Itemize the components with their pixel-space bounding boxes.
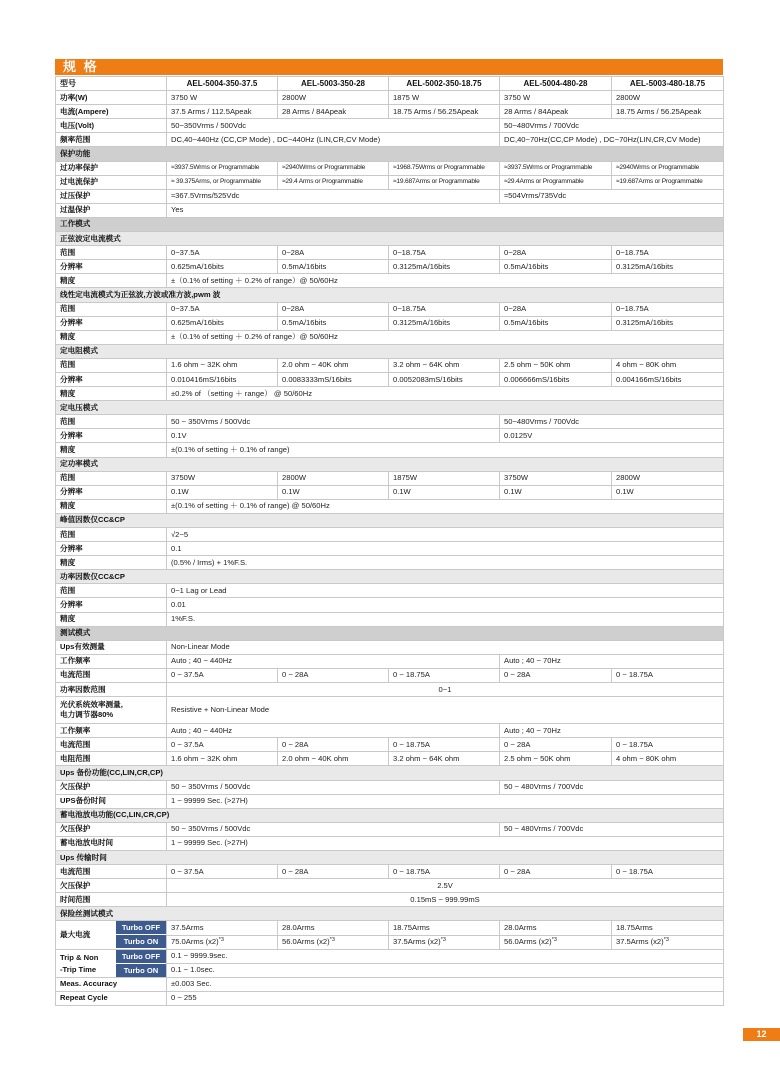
footnote-mark: *3	[218, 937, 224, 944]
cell: 0 ~ 37.5A	[167, 865, 278, 879]
ocp-row	[56, 175, 724, 189]
page-number: 12	[743, 1028, 780, 1041]
footnote-mark: *3	[663, 937, 669, 944]
row-label: 分辨率	[56, 598, 167, 612]
cell: 0 ~ 18.75A	[612, 865, 724, 879]
cell: Auto ; 40 ~ 70Hz	[500, 724, 724, 738]
cell-value: 37.5Arms (x2)	[393, 937, 441, 947]
cell: Yes	[167, 203, 724, 217]
row-label: 精度	[56, 612, 167, 626]
cell: 0 ~ 28A	[278, 865, 389, 879]
cr-range-row	[56, 358, 724, 372]
cell: 18.75 Arms / 56.25Apeak	[612, 105, 724, 119]
cell: 0.004166mS/16bits	[612, 372, 724, 386]
cell: 2.5V	[167, 879, 724, 893]
cell: 1%F.S.	[167, 612, 724, 626]
cell: 0 ~ 28A	[278, 668, 389, 682]
cell: 0.1W	[278, 485, 389, 499]
row-label-text: 最大电流	[60, 930, 91, 940]
cell: 0 ~ 18.75A	[612, 738, 724, 752]
cell: ±0.2% of （setting ＋ range） @ 50/60Hz	[167, 387, 724, 401]
cell: 0.01	[167, 598, 724, 612]
freq-row	[56, 133, 724, 147]
cell: 2.0 ohm ~ 40K ohm	[278, 752, 389, 766]
model-name: AEL-5002-350-18.75	[389, 77, 500, 91]
row-label: 欠压保护	[56, 879, 167, 893]
cell: 2.5 ohm ~ 50K ohm	[500, 358, 612, 372]
cp-acc-row	[56, 499, 724, 513]
cell: ≈19.687Arms or Programmable	[612, 175, 724, 189]
footnote-mark: *3	[440, 937, 446, 944]
row-label-line: -Trip Time	[60, 964, 97, 974]
ups-eff-row	[56, 640, 724, 654]
model-row	[56, 77, 724, 91]
cell: 1 ~ 99999 Sec. (>27H)	[167, 836, 724, 850]
sine-acc-row	[56, 274, 724, 288]
pf-acc-row	[56, 612, 724, 626]
cell: 0~18.75A	[612, 302, 724, 316]
row-label	[56, 697, 167, 724]
voltage-row	[56, 119, 724, 133]
cell: 18.75Arms	[389, 921, 500, 935]
turbo-on-label: Turbo ON	[116, 964, 166, 977]
cell: 2800W	[612, 91, 724, 105]
pv-cur-row	[56, 738, 724, 752]
page-title: 规 格	[55, 59, 723, 75]
cr-acc-row	[56, 387, 724, 401]
subsection-title: 保险丝测试模式	[56, 907, 724, 921]
subsection-title: Ups 传输时间	[56, 850, 724, 864]
cell: 50~480Vrms / 700Vdc	[500, 415, 724, 429]
cv-acc-row	[56, 443, 724, 457]
cell: 0~18.75A	[389, 302, 500, 316]
row-label: 精度	[56, 387, 167, 401]
row-label: 电阻范围	[56, 752, 167, 766]
subsection-title: 定功率模式	[56, 457, 724, 471]
cell: 0 ~ 18.75A	[612, 668, 724, 682]
cell: 37.5 Arms / 112.5Apeak	[167, 105, 278, 119]
cell: 0.625mA/16bits	[167, 316, 278, 330]
section-title: 工作模式	[56, 217, 724, 231]
cell: 0~37.5A	[167, 302, 278, 316]
cp-res-row	[56, 485, 724, 499]
trip-off-row	[56, 949, 724, 963]
cell: 3750W	[500, 471, 612, 485]
cell: 0 ~ 28A	[500, 738, 612, 752]
row-label: 范围	[56, 471, 167, 485]
model-name: AEL-5004-480-28	[500, 77, 612, 91]
cell: 0.1W	[500, 485, 612, 499]
cell: 0.010416mS/16bits	[167, 372, 278, 386]
cell: DC,40~70Hz(CC,CP Mode) , DC~70Hz(LIN,CR,CV Mode)	[500, 133, 724, 147]
model-name: AEL-5003-480-18.75	[612, 77, 724, 91]
cv-res-row	[56, 429, 724, 443]
subsection-cv	[56, 401, 724, 415]
row-label: 分辨率	[56, 260, 167, 274]
fuse-off-row	[56, 921, 724, 935]
cell: ≈2940Wrms or Programmable	[612, 161, 724, 175]
row-label: 欠压保护	[56, 822, 167, 836]
cell: 0~18.75A	[389, 246, 500, 260]
cell: 2800W	[278, 91, 389, 105]
cell: ≈504Vrms/735Vdc	[500, 189, 724, 203]
cell: 50~350Vrms / 500Vdc	[167, 119, 500, 133]
cell: 0~28A	[500, 246, 612, 260]
cell: ±(0.1% of setting ＋ 0.1% of range) @ 50/60Hz	[167, 499, 724, 513]
subsection-title: 定电压模式	[56, 401, 724, 415]
row-label-line: Trip & Non	[60, 952, 99, 962]
ovp-row	[56, 189, 724, 203]
cell: 0~37.5A	[167, 246, 278, 260]
row-label: 工作频率	[56, 654, 167, 668]
cell: ≈367.5Vrms/525Vdc	[167, 189, 500, 203]
pv-mode-row	[56, 697, 724, 724]
turbo-off-label: Turbo OFF	[116, 921, 166, 934]
subsection-crest	[56, 513, 724, 527]
cell: √2~5	[167, 528, 724, 542]
subsection-ups-backup	[56, 766, 724, 780]
subsection-ups-transfer	[56, 850, 724, 864]
cell: 50 ~ 350Vrms / 500Vdc	[167, 415, 500, 429]
cell: 0 ~ 37.5A	[167, 668, 278, 682]
cell: 18.75 Arms / 56.25Apeak	[389, 105, 500, 119]
tr-uvp-row	[56, 879, 724, 893]
row-label: 精度	[56, 274, 167, 288]
row-label: 分辨率	[56, 316, 167, 330]
cell: 0 ~ 37.5A	[167, 738, 278, 752]
sine-range-row	[56, 246, 724, 260]
subsection-title: 定电阻模式	[56, 344, 724, 358]
cell: 50~480Vrms / 700Vdc	[500, 119, 724, 133]
cell: 0.1W	[167, 485, 278, 499]
tr-time-row	[56, 893, 724, 907]
pf-res-row	[56, 598, 724, 612]
cell: 0.3125mA/16bits	[389, 260, 500, 274]
row-label: 范围	[56, 528, 167, 542]
cell: 0.625mA/16bits	[167, 260, 278, 274]
cell: (0.5% / Irms) + 1%F.S.	[167, 556, 724, 570]
pf-meas-row	[56, 683, 724, 697]
row-label-line: 光伏系统效率测量,	[60, 700, 123, 710]
row-label: 精度	[56, 499, 167, 513]
row-label: 欠压保护	[56, 780, 167, 794]
row-label: 工作频率	[56, 724, 167, 738]
cell: ≈3937.5Wrms or Programmable	[500, 161, 612, 175]
crest-res-row	[56, 542, 724, 556]
cell: 0.5mA/16bits	[278, 260, 389, 274]
cell: 0.0083333mS/16bits	[278, 372, 389, 386]
subsection-sine-cc	[56, 232, 724, 246]
cell: 0.3125mA/16bits	[612, 316, 724, 330]
row-label: 分辨率	[56, 372, 167, 386]
subsection-battery	[56, 808, 724, 822]
cell: ≈19.687Arms or Programmable	[389, 175, 500, 189]
row-label: 范围	[56, 584, 167, 598]
cell: 3750W	[167, 471, 278, 485]
work-freq-row	[56, 654, 724, 668]
cell: 0.5mA/16bits	[278, 316, 389, 330]
row-label: 电压(Volt)	[56, 119, 167, 133]
cell: 0.0125V	[500, 429, 724, 443]
row-label: 电流范围	[56, 738, 167, 752]
row-label: Ups有效测量	[56, 640, 167, 654]
cell: 50 ~ 480Vrms / 700Vdc	[500, 780, 724, 794]
cell: 1 ~ 99999 Sec. (>27H)	[167, 794, 724, 808]
cell: 28 Arms / 84Apeak	[500, 105, 612, 119]
cell	[389, 935, 500, 949]
bat-time-row	[56, 836, 724, 850]
section-protection	[56, 147, 724, 161]
section-op-mode	[56, 217, 724, 231]
pv-freq-row	[56, 724, 724, 738]
subsection-cp	[56, 457, 724, 471]
repeat-row	[56, 991, 724, 1005]
row-label: 精度	[56, 330, 167, 344]
row-label: 精度	[56, 556, 167, 570]
cell: Auto ; 40 ~ 440Hz	[167, 654, 500, 668]
row-label: 精度	[56, 443, 167, 457]
cell: 0 ~ 18.75A	[389, 668, 500, 682]
cell-value: 56.0Arms (x2)	[282, 937, 330, 947]
subsection-title: 蓄电池放电功能(CC,LIN,CR,CP)	[56, 808, 724, 822]
otp-row	[56, 203, 724, 217]
lin-acc-row	[56, 330, 724, 344]
cell: 0~1 Lag or Lead	[167, 584, 724, 598]
subsection-title: Ups 备份功能(CC,LIN,CR,CP)	[56, 766, 724, 780]
pv-res-row	[56, 752, 724, 766]
row-label	[56, 949, 167, 977]
cell: 0.1 ~ 1.0sec.	[167, 963, 724, 977]
cell: ±(0.1% of setting ＋ 0.1% of range)	[167, 443, 724, 457]
cell: 18.75Arms	[612, 921, 724, 935]
row-label-line: 电力调节器80%	[60, 710, 114, 720]
row-label: 过温保护	[56, 203, 167, 217]
lin-res-row	[56, 316, 724, 330]
sine-res-row	[56, 260, 724, 274]
cv-range-row	[56, 415, 724, 429]
lin-range-row	[56, 302, 724, 316]
subsection-title: 功率因数仅CC&CP	[56, 570, 724, 584]
cell: 0.1 ~ 9999.9sec.	[167, 949, 724, 963]
subsection-title: 线性定电流模式为正弦波,方波或准方波,pwm 波	[56, 288, 724, 302]
row-label: 过电流保护	[56, 175, 167, 189]
cell: 0.006666mS/16bits	[500, 372, 612, 386]
cell: ≈2940Wrms or Programmable	[278, 161, 389, 175]
row-label: Repeat Cycle	[56, 991, 167, 1005]
row-label: 过功率保护	[56, 161, 167, 175]
row-label: 型号	[56, 77, 167, 91]
turbo-off-label: Turbo OFF	[116, 950, 166, 963]
cell: ≈29.4 Arms or Programmable	[278, 175, 389, 189]
bat-uvp-row	[56, 822, 724, 836]
row-label: 范围	[56, 302, 167, 316]
subsection-cr	[56, 344, 724, 358]
crest-range-row	[56, 528, 724, 542]
cell	[278, 935, 389, 949]
cell: ≈ 39.375Arms, or Programmable	[167, 175, 278, 189]
cell: Resistive + Non-Linear Mode	[167, 697, 724, 724]
cell	[500, 935, 612, 949]
cell: 0~1	[167, 683, 724, 697]
row-label: 频率范围	[56, 133, 167, 147]
cell: 3750 W	[500, 91, 612, 105]
cell-value: 37.5Arms (x2)	[616, 937, 664, 947]
subsection-pf	[56, 570, 724, 584]
row-label: 分辨率	[56, 542, 167, 556]
row-label: 电流(Ampere)	[56, 105, 167, 119]
cell: 0 ~ 28A	[500, 668, 612, 682]
cell: 28 Arms / 84Apeak	[278, 105, 389, 119]
cell: 0 ~ 18.75A	[389, 738, 500, 752]
cell: 0.1	[167, 542, 724, 556]
model-name: AEL-5003-350-28	[278, 77, 389, 91]
cell: 0.15mS ~ 999.99mS	[167, 893, 724, 907]
ups-time-row	[56, 794, 724, 808]
cell: 3.2 ohm ~ 64K ohm	[389, 358, 500, 372]
cell: 1875 W	[389, 91, 500, 105]
power-row	[56, 91, 724, 105]
row-label: 范围	[56, 246, 167, 260]
cell: 4 ohm ~ 80K ohm	[612, 358, 724, 372]
cell: 0 ~ 255	[167, 991, 724, 1005]
row-label: 过压保护	[56, 189, 167, 203]
cell: 0~28A	[278, 246, 389, 260]
tr-cur-row	[56, 865, 724, 879]
row-label: 分辨率	[56, 429, 167, 443]
cell: 0.1V	[167, 429, 500, 443]
cell: 0 ~ 28A	[500, 865, 612, 879]
cell: Auto ; 40 ~ 440Hz	[167, 724, 500, 738]
cell	[167, 935, 278, 949]
row-label: 范围	[56, 358, 167, 372]
row-label: 分辨率	[56, 485, 167, 499]
cell: ±0.003 Sec.	[167, 977, 724, 991]
section-test-mode	[56, 626, 724, 640]
cell: ≈29.4Arms or Programmable	[500, 175, 612, 189]
cell: 0 ~ 18.75A	[389, 865, 500, 879]
cell: 0.0052083mS/16bits	[389, 372, 500, 386]
cr-res-row	[56, 372, 724, 386]
section-title: 保护功能	[56, 147, 724, 161]
footnote-mark: *3	[329, 937, 335, 944]
cell: 28.0Arms	[278, 921, 389, 935]
subsection-linear-cc	[56, 288, 724, 302]
spec-table	[55, 76, 724, 1006]
cell: 0.3125mA/16bits	[612, 260, 724, 274]
meas-acc-row	[56, 977, 724, 991]
row-label: 蓄电池放电时间	[56, 836, 167, 850]
cell-value: 75.0Arms (x2)	[171, 937, 219, 947]
cell: 0.3125mA/16bits	[389, 316, 500, 330]
model-name: AEL-5004-350-37.5	[167, 77, 278, 91]
cell: 0.5mA/16bits	[500, 260, 612, 274]
cell: 50 ~ 350Vrms / 500Vdc	[167, 822, 500, 836]
row-label: 电流范围	[56, 668, 167, 682]
cell: 2800W	[612, 471, 724, 485]
row-label: Meas. Accuracy	[56, 977, 167, 991]
opp-row	[56, 161, 724, 175]
cell: Non-Linear Mode	[167, 640, 724, 654]
crest-acc-row	[56, 556, 724, 570]
cell: ≈3937.5Wrms or Programmable	[167, 161, 278, 175]
cell	[612, 935, 724, 949]
ups-uvp-row	[56, 780, 724, 794]
cell: DC,40~440Hz (CC,CP Mode) , DC~440Hz (LIN,CR,CV Mode)	[167, 133, 500, 147]
subsection-title: 正弦波定电流模式	[56, 232, 724, 246]
footnote-mark: *3	[551, 937, 557, 944]
cell: 0~28A	[500, 302, 612, 316]
cell: 2.5 ohm ~ 50K ohm	[500, 752, 612, 766]
cell: 4 ohm ~ 80K ohm	[612, 752, 724, 766]
row-label: 功率因数范围	[56, 683, 167, 697]
row-label: 范围	[56, 415, 167, 429]
cell: 3750 W	[167, 91, 278, 105]
cell: 0.5mA/16bits	[500, 316, 612, 330]
subsection-fuse	[56, 907, 724, 921]
cell: ±（0.1% of setting ＋ 0.2% of range）@ 50/60Hz	[167, 330, 724, 344]
cell: 0~18.75A	[612, 246, 724, 260]
section-title: 测试模式	[56, 626, 724, 640]
turbo-on-label: Turbo ON	[116, 935, 166, 948]
cell: 0 ~ 28A	[278, 738, 389, 752]
cell: 1875W	[389, 471, 500, 485]
cell: 1.6 ohm ~ 32K ohm	[167, 752, 278, 766]
row-label: 时间范围	[56, 893, 167, 907]
cur-range-row	[56, 668, 724, 682]
cell: 0~28A	[278, 302, 389, 316]
cell-value: 56.0Arms (x2)	[504, 937, 552, 947]
cell: 37.5Arms	[167, 921, 278, 935]
cell: 2800W	[278, 471, 389, 485]
row-label: 电流范围	[56, 865, 167, 879]
cell: 50 ~ 480Vrms / 700Vdc	[500, 822, 724, 836]
cell: 2.0 ohm ~ 40K ohm	[278, 358, 389, 372]
cell: 50 ~ 350Vrms / 500Vdc	[167, 780, 500, 794]
cell: 28.0Arms	[500, 921, 612, 935]
cell: Auto ; 40 ~ 70Hz	[500, 654, 724, 668]
row-label: UPS备份时间	[56, 794, 167, 808]
current-row	[56, 105, 724, 119]
cell: ±（0.1% of setting ＋ 0.2% of range）@ 50/60Hz	[167, 274, 724, 288]
cell: 0.1W	[612, 485, 724, 499]
subsection-title: 峰值因数仅CC&CP	[56, 513, 724, 527]
cell: 3.2 ohm ~ 64K ohm	[389, 752, 500, 766]
row-label: 功率(W)	[56, 91, 167, 105]
pf-range-row	[56, 584, 724, 598]
cp-range-row	[56, 471, 724, 485]
cell: 0.1W	[389, 485, 500, 499]
row-label	[56, 921, 167, 949]
cell: ≈1968.75Wrms or Programmable	[389, 161, 500, 175]
cell: 1.6 ohm ~ 32K ohm	[167, 358, 278, 372]
